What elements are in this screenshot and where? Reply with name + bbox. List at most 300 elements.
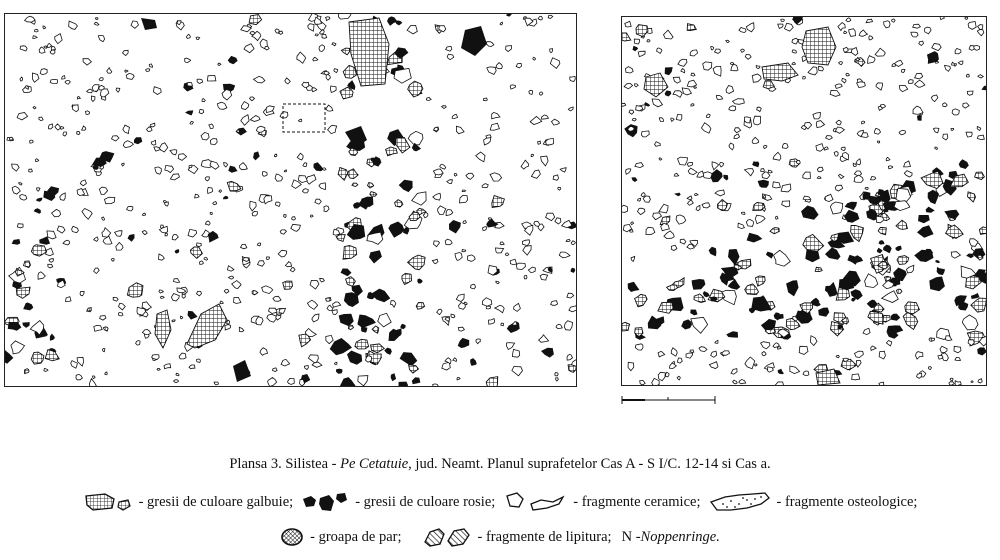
plan-feature [328,125,337,133]
plan-feature [30,140,34,143]
plan-feature [897,289,902,293]
plan-feature [284,215,287,218]
plan-feature [142,213,145,215]
plan-feature [935,147,937,150]
plan-feature [652,378,660,385]
plan-feature [830,90,840,96]
plan-feature [449,220,461,234]
plan-feature [635,344,643,350]
plan-feature [634,39,639,44]
plan-feature [48,264,53,268]
plan-feature [638,198,641,201]
plan-feature [825,247,841,259]
plan-feature [965,17,968,19]
plan-feature [82,209,92,220]
plan-feature [555,218,561,224]
plan-feature [958,61,963,65]
plan-feature [24,261,31,268]
plan-feature [82,126,86,130]
plan-feature [925,27,932,34]
plan-feature [931,338,935,341]
plan-feature [665,90,672,96]
plan-feature [835,84,842,89]
plan-feature [755,215,765,224]
plan-feature [123,141,133,148]
plan-feature [336,235,345,242]
plan-feature [667,285,678,291]
legend-ceramic [503,490,700,514]
plan-feature [260,348,268,356]
plan-feature [476,152,485,162]
plan-feature [85,111,89,115]
plan-feature [11,341,25,354]
plan-feature [937,267,945,275]
plan-feature [664,30,674,39]
plan-feature [285,78,291,84]
plan-feature [336,369,343,374]
legend-noppenringe-prefix: N - [621,528,641,545]
plan-feature [551,301,558,306]
plan-feature [210,139,217,145]
plan-feature [276,315,281,320]
plan-feature [703,62,712,70]
plan-feature [341,48,349,55]
plan-feature [711,46,714,49]
plan-feature [669,363,676,369]
plan-feature [447,54,454,60]
plan-feature [228,56,238,64]
plan-feature [408,131,423,145]
plan-feature [253,151,260,160]
plan-feature [678,59,687,66]
plan-feature [488,218,491,220]
plan-feature [658,302,673,313]
plan-feature [87,308,92,312]
plan-feature [865,274,878,288]
plan-feature [825,194,833,201]
plan-feature [264,196,272,204]
plan-feature [949,382,954,385]
plan-feature [929,367,932,370]
plan-feature [857,82,866,88]
plan-feature [836,127,845,133]
plan-feature [674,193,681,197]
plan-feature [555,373,558,376]
plan-feature [492,196,505,208]
plan-feature [39,47,45,53]
plan-feature [500,242,504,245]
plan-feature [636,25,648,37]
plan-feature [560,168,566,173]
plan-feature [694,87,697,89]
plan-feature [196,37,200,40]
plan-feature [907,265,914,273]
plan-feature [863,328,870,334]
plan-feature [764,145,767,148]
plan-feature [172,320,175,322]
plan-feature [844,31,847,33]
plan-feature [87,89,93,93]
plan-feature [745,169,754,176]
plan-feature [891,314,900,321]
plan-feature [703,291,710,297]
plan-feature [50,50,55,54]
plan-feature [884,21,891,28]
plan-feature [625,21,631,27]
plan-feature [37,188,40,191]
plan-feature [792,50,796,53]
plan-feature [285,262,291,267]
plan-feature [855,351,864,357]
plan-feature [803,371,809,376]
plan-feature [878,141,880,143]
plan-feature [191,247,203,258]
plan-feature [141,18,157,30]
plan-feature [157,368,160,370]
plan-feature [202,98,205,101]
plan-feature [952,62,955,65]
plan-feature [971,298,986,312]
plan-feature [979,227,986,234]
plan-feature [975,172,985,180]
plan-feature [29,169,33,172]
plan-feature [676,215,686,224]
plan-feature [391,373,396,381]
plan-feature [274,154,277,157]
plan-feature [496,248,504,253]
plan-feature [631,222,634,225]
plan-feature [966,74,969,77]
plan-feature [174,279,180,283]
plan-feature [659,118,663,122]
plan-feature [34,208,41,214]
plan-feature [176,373,179,376]
plan-feature [241,244,247,249]
plan-feature [437,309,442,315]
plan-feature [50,334,55,341]
plan-feature [495,305,505,312]
plan-feature [288,378,295,384]
plan-feature [778,369,784,375]
plan-feature [39,117,43,121]
plan-feature [741,49,745,52]
plan-feature [210,212,212,214]
plan-feature [773,182,781,188]
plan-feature [47,44,51,48]
plan-feature [155,167,162,174]
plan-feature [315,34,318,36]
plan-feature [80,291,84,295]
plan-feature [977,135,984,140]
plan-feature [490,123,499,130]
plan-feature [808,67,817,75]
plan-feature [553,175,558,180]
plan-feature [33,107,36,109]
plan-feature [209,124,214,129]
plan-feature [556,324,562,329]
plan-feature [836,288,849,301]
plan-feature [692,279,706,290]
plan-feature [774,250,791,266]
plan-feature [275,202,280,206]
plan-feature [165,233,167,236]
plan-feature [665,67,673,75]
plan-feature [476,339,480,344]
plan-feature [731,64,738,71]
plan-feature [179,353,186,359]
plan-feature [190,121,194,124]
plan-feature [918,215,930,223]
plan-feature [699,347,707,352]
plan-feature [747,233,763,243]
plan-feature [99,85,105,90]
plan-feature [512,322,517,326]
plan-feature [709,362,718,369]
plan-feature [792,38,798,44]
plan-feature [33,36,37,39]
plan-feature [936,260,941,263]
plan-feature [323,168,326,171]
plan-feature [372,326,379,333]
plan-feature [774,314,783,320]
plan-feature [17,113,28,120]
plan-feature [876,216,884,223]
plan-feature [674,173,678,176]
daub-fragment-icon [422,526,472,548]
plan-feature [409,365,419,373]
plan-feature [876,83,883,90]
plan-feature [412,377,421,384]
plan-feature [781,184,791,192]
plan-feature [47,231,56,239]
plan-feature [275,29,279,33]
plan-feature [496,281,499,284]
plan-feature [501,323,504,326]
plan-feature [458,338,470,348]
plan-feature [101,97,106,101]
plan-feature [45,350,59,361]
plan-feature [643,196,650,202]
plan-feature [817,177,821,179]
legend-post-pit [280,527,401,547]
plan-feature [802,27,836,65]
plan-feature [31,352,44,364]
plan-feature [325,17,330,21]
plan-feature [123,50,129,55]
plan-feature [105,372,108,375]
plan-feature [691,73,695,76]
plan-feature [904,171,912,177]
plan-feature [640,381,646,385]
plan-feature [950,378,953,381]
plan-feature [302,82,309,87]
plan-feature [687,196,692,200]
plan-feature [564,321,572,331]
plan-feature [697,171,704,177]
plan-feature [521,160,529,169]
plan-feature [182,294,185,298]
plan-feature [60,127,63,130]
plan-feature [671,245,677,250]
plan-feature [803,172,811,179]
plan-feature [854,175,863,182]
plan-feature [913,24,921,28]
plan-feature [322,34,327,38]
plan-feature [395,200,403,207]
plan-feature [445,239,452,245]
plan-drawing-right [622,17,986,385]
plan-feature [567,293,574,298]
plan-feature [335,362,338,365]
plan-feature [531,170,540,178]
plan-feature [94,237,99,242]
plan-feature [908,80,913,84]
plan-feature [715,49,721,53]
plan-feature [757,107,762,112]
plate-caption [0,456,1000,473]
plan-feature [550,58,560,69]
plan-feature [462,250,466,252]
plan-feature [103,327,108,331]
plan-feature [782,143,788,148]
plan-feature [659,204,668,213]
plan-feature [159,290,163,293]
plan-feature [12,239,21,245]
plan-feature [813,113,821,119]
plan-feature [227,320,230,324]
plan-feature [805,250,820,263]
plan-feature [52,209,61,216]
plan-feature [165,202,169,206]
plan-feature [746,220,753,227]
plan-feature [348,325,353,329]
plan-feature [871,177,876,180]
plan-feature [352,183,358,186]
plan-feature [304,366,308,370]
plan-feature [755,276,765,286]
plan-feature [768,170,772,173]
plan-feature [865,187,868,189]
plan-feature [446,46,452,51]
plan-feature [895,246,902,252]
plan-feature [213,202,217,205]
plan-feature [782,201,790,207]
caption-prefix: Plansa 3. Silistea - [229,456,341,472]
plan-feature [815,267,822,271]
plan-feature [31,245,46,256]
plan-feature [83,59,91,65]
plan-feature [790,366,800,374]
plan-feature [729,143,734,150]
plan-feature [72,226,79,232]
plan-feature [558,187,561,190]
plan-feature [280,112,288,119]
plan-feature [468,255,476,261]
plan-feature [357,315,376,329]
plan-feature [123,125,130,133]
plan-feature [326,298,331,302]
plan-feature [368,183,374,189]
plan-feature [340,377,356,386]
plan-feature [635,163,644,168]
plan-feature [550,49,553,53]
plan-feature [635,84,639,87]
plan-feature [916,352,923,360]
plan-feature [919,41,924,45]
plan-feature [461,26,487,56]
plan-feature [834,152,838,157]
plan-feature [250,201,257,211]
plan-feature [208,188,213,194]
plan-feature [312,314,319,322]
plan-feature [951,128,953,130]
plan-feature [149,64,152,67]
plan-feature [346,277,356,287]
plan-feature [981,86,986,91]
plan-feature [752,161,759,167]
plan-feature [686,353,693,358]
plan-feature [628,282,640,292]
plan-feature [313,57,318,61]
legend-red-sandstone [301,490,495,514]
plan-feature [102,228,111,237]
plan-feature [38,272,45,279]
plan-feature [50,79,57,83]
plan-feature [310,215,313,217]
plan-feature [451,314,455,318]
plan-feature [35,30,39,32]
plan-feature [94,326,102,332]
plan-feature [763,208,766,211]
plan-feature [187,82,193,86]
plan-feature [931,95,938,102]
plan-feature [310,280,319,289]
plan-feature [882,291,899,303]
plan-feature [687,24,696,31]
plan-feature [151,140,156,145]
plan-feature [178,154,186,161]
plan-feature [486,377,498,386]
plan-feature [839,62,843,65]
plan-feature [977,127,981,131]
plan-feature [514,303,521,311]
plan-feature [568,107,573,111]
plan-feature [188,229,197,237]
plan-feature [632,118,636,121]
plan-feature [715,190,725,196]
plan-feature [63,240,70,245]
plan-feature [971,293,980,299]
plan-feature [396,138,410,154]
plan-feature [315,199,321,204]
plan-feature [252,211,257,216]
plan-feature [974,45,980,50]
plan-feature [842,78,846,83]
plan-feature [880,104,885,107]
plan-feature [715,340,718,343]
plan-feature [185,110,193,115]
plan-feature [314,162,324,171]
plan-feature [978,75,984,78]
plan-feature [147,127,153,132]
plan-feature [929,277,945,292]
plan-feature [484,138,491,145]
plan-feature [66,297,72,302]
plan-feature [917,115,922,121]
plan-feature [116,88,120,92]
plan-feature [877,248,883,254]
plan-feature [312,88,317,92]
